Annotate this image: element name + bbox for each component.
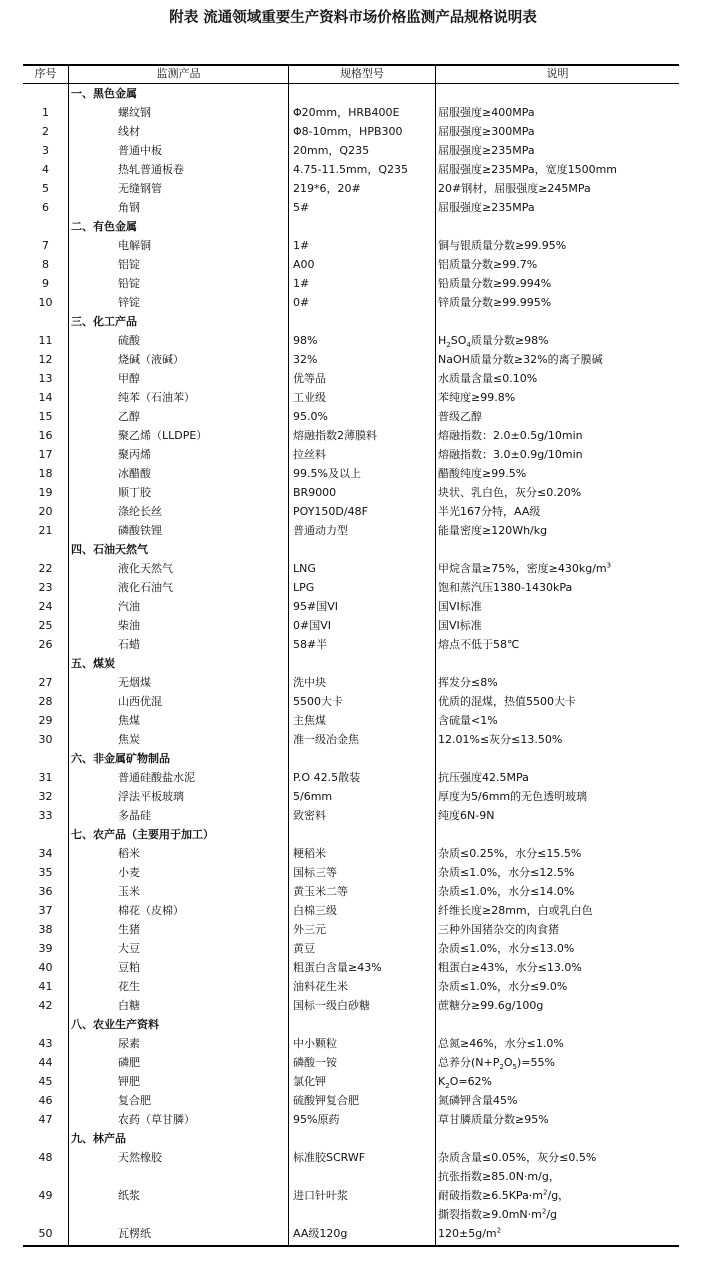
superscript: 3 [606,561,612,570]
description-text: 纤维长度≥28mm，白或乳白色 [438,904,593,917]
spec-model: 白棉三级 [293,904,337,917]
row-number: 18 [38,467,53,480]
spec-description [438,578,572,597]
spec-description [438,198,535,217]
row-number: 13 [38,372,53,385]
description-text: 厚度为5/6mm的无色透明玻璃 [438,790,588,803]
row-number: 9 [42,277,49,290]
row-number: 4 [42,163,49,176]
row-number: 16 [38,429,53,442]
product-name: 稻米 [118,847,140,860]
row-number: 19 [38,486,53,499]
row-number: 40 [38,961,53,974]
product-name: 锌锭 [118,296,140,309]
row-number: 35 [38,866,53,879]
spec-model: 国标三等 [293,866,337,879]
spec-description [438,445,583,464]
spec-model: 标准胶SCRWF [293,1151,366,1164]
spec-description [438,939,574,958]
header-seq: 序号 [34,67,57,80]
spec-description [438,1091,517,1110]
spec-model: 粳稻米 [293,847,326,860]
description-text: 屈服强度≥235MPa [438,201,535,214]
description-text: 块状、乳白色，灰分≤0.20% [438,486,582,499]
row-number: 29 [38,714,53,727]
spec-model: 硫酸钾复合肥 [293,1094,359,1107]
spec-model: 32% [293,353,318,366]
product-name: 无缝钢管 [118,182,162,195]
description-text: 屈服强度≥235MPa [438,144,535,157]
description-text: 抗张指数≥85.0N·m/g， [438,1170,560,1183]
spec-model: Φ20mm，HRB400E [293,106,400,119]
section-heading: 七、农产品（主要用于加工） [71,828,214,841]
row-number: 22 [38,562,53,575]
product-name: 天然橡胶 [118,1151,162,1164]
row-number: 2 [42,125,49,138]
spec-model: 95%原药 [293,1113,340,1126]
product-name: 液化天然气 [118,562,173,575]
spec-description [438,597,482,616]
product-name: 普通中板 [118,144,162,157]
product-name: 白糖 [118,999,140,1012]
description-text: O [503,1056,513,1069]
description-text: 撕裂指数≥9.0mN·m [438,1208,542,1221]
spec-model: 219*6，20# [293,182,361,195]
spec-description-line [438,1186,569,1205]
spec-description [438,1053,555,1072]
row-number: 31 [38,771,53,784]
spec-description [438,122,535,141]
row-number: 45 [38,1075,53,1088]
product-name: 纯苯（石油苯） [118,391,195,404]
row-number: 12 [38,353,53,366]
superscript: 2 [541,1207,547,1216]
product-name: 磷酸铁锂 [118,524,162,537]
description-text: NaOH质量分数≥32%的离子膜碱 [438,353,603,366]
spec-model: A00 [293,258,315,271]
spec-model: 5500大卡 [293,695,343,708]
description-text: 国VI标准 [438,600,482,613]
spec-description [438,863,574,882]
product-name: 线材 [118,125,140,138]
spec-model: 氯化钾 [293,1075,326,1088]
row-number: 42 [38,999,53,1012]
description-text: 屈服强度≥300MPa [438,125,535,138]
spec-model: 外三元 [293,923,326,936]
description-text: 蔗糖分≥99.6g/100g [438,999,544,1012]
product-name: 小麦 [118,866,140,879]
description-text: 杂质≤1.0%，水分≤14.0% [438,885,575,898]
spec-model: 主焦煤 [293,714,326,727]
product-name: 铝锭 [118,258,140,271]
product-name: 乙醇 [118,410,140,423]
row-number: 6 [42,201,49,214]
spec-description [438,882,574,901]
row-number: 20 [38,505,53,518]
description-text: 能量密度≥120Wh/kg [438,524,548,537]
spec-model: 工业级 [293,391,326,404]
description-text: 醋酸纯度≥99.5% [438,467,527,480]
product-name: 顺丁胶 [118,486,151,499]
section-heading: 六、非金属矿物制品 [71,752,170,765]
description-text: H [438,334,447,347]
row-number: 26 [38,638,53,651]
spec-model: 99.5%及以上 [293,467,361,480]
spec-model: 熔融指数2薄膜料 [293,429,377,442]
product-name: 石蜡 [118,638,140,651]
description-text: 熔融指数：2.0±0.5g/10min [438,429,583,442]
description-text: 杂质含量≤0.05%，灰分≤0.5% [438,1151,597,1164]
description-text: 杂质≤1.0%，水分≤13.0% [438,942,575,955]
row-number: 28 [38,695,53,708]
spec-description [438,141,535,160]
description-text: 优质的混煤，热值5500大卡 [438,695,576,708]
spec-description [438,1167,560,1186]
table-rule [23,1245,679,1247]
description-text: 杂质≤0.25%，水分≤15.5% [438,847,582,860]
row-number: 38 [38,923,53,936]
spec-model: Φ8-10mm，HPB300 [293,125,403,138]
row-number: 7 [42,239,49,252]
section-heading: 二、有色金属 [71,220,137,233]
product-name: 液化石油气 [118,581,173,594]
page-title: 附表 流通领域重要生产资料市场价格监测产品规格说明表 [169,9,537,26]
row-number: 30 [38,733,53,746]
description-text: 铜与银质量分数≥99.95% [438,239,567,252]
product-name: 汽油 [118,600,140,613]
product-name: 角钢 [118,201,140,214]
product-name: 硫酸 [118,334,140,347]
spec-description [438,369,537,388]
spec-model: 98% [293,334,318,347]
spec-model: 进口针叶浆 [293,1189,348,1202]
row-number: 50 [38,1227,53,1240]
spec-model: 优等品 [293,372,326,385]
spec-description [438,1072,492,1091]
spec-description [438,559,611,578]
spec-model: 5# [293,201,310,214]
description-text: 国VI标准 [438,619,482,632]
description-text: 苯纯度≥99.8% [438,391,516,404]
row-number: 47 [38,1113,53,1126]
row-number: 37 [38,904,53,917]
spec-model: 1# [293,277,310,290]
spec-model: 黄玉米二等 [293,885,348,898]
product-name: 无烟煤 [118,676,151,689]
spec-model: 95.0% [293,410,328,423]
row-number: 32 [38,790,53,803]
spec-description [438,350,603,369]
spec-description [438,673,498,692]
spec-description [438,236,566,255]
subscript: 2 [446,341,451,350]
product-name: 柴油 [118,619,140,632]
spec-model: 95#国VI [293,600,338,613]
column-divider [68,64,69,1245]
product-name: 电解铜 [118,239,151,252]
product-name: 尿素 [118,1037,140,1050]
spec-model: 20mm，Q235 [293,144,370,157]
section-heading: 一、黑色金属 [71,87,137,100]
product-name: 钾肥 [118,1075,140,1088]
spec-description [438,920,559,939]
spec-model: 拉丝料 [293,448,326,461]
description-text: 粗蛋白≥43%，水分≤13.0% [438,961,582,974]
row-number: 25 [38,619,53,632]
spec-description-line [438,1205,557,1224]
product-name: 多晶硅 [118,809,151,822]
spec-model: 磷酸一铵 [293,1056,337,1069]
spec-description [438,426,583,445]
description-text: 总氮≥46%，水分≤1.0% [438,1037,564,1050]
row-number: 15 [38,410,53,423]
description-text: K [438,1075,446,1088]
row-number: 5 [42,182,49,195]
spec-description [438,407,482,426]
description-text: 铝质量分数≥99.7% [438,258,538,271]
section-heading: 九、林产品 [71,1132,126,1145]
row-number: 23 [38,581,53,594]
spec-description [438,711,498,730]
subscript: 4 [466,341,471,350]
row-number: 48 [38,1151,53,1164]
spec-model: 5/6mm [293,790,333,803]
description-text: 120±5g/m [438,1227,497,1240]
row-number: 41 [38,980,53,993]
section-heading: 三、化工产品 [71,315,137,328]
description-text: 三种外国猪杂交的肉食猪 [438,923,559,936]
description-text: 杂质≤1.0%，水分≤12.5% [438,866,575,879]
spec-description [438,1148,596,1167]
row-number: 43 [38,1037,53,1050]
row-number: 49 [38,1189,53,1202]
product-name: 豆粕 [118,961,140,974]
product-name: 棉花（皮棉） [118,904,184,917]
row-number: 24 [38,600,53,613]
spec-model: 国标一级白砂糖 [293,999,370,1012]
product-name: 农药（草甘膦） [118,1113,195,1126]
row-number: 21 [38,524,53,537]
spec-description [438,1224,501,1243]
spec-description [438,958,582,977]
product-name: 浮法平板玻璃 [118,790,184,803]
subscript: 5 [512,1063,517,1072]
header-spec: 规格型号 [340,67,384,80]
spec-model: LPG [293,581,315,594]
row-number: 17 [38,448,53,461]
description-text: )=55% [516,1056,555,1069]
spec-description [438,388,515,407]
product-name: 生猪 [118,923,140,936]
spec-model: 油料花生米 [293,980,348,993]
description-text: 锌质量分数≥99.995% [438,296,552,309]
spec-model: 0#国VI [293,619,331,632]
spec-description [438,635,519,654]
spec-description [438,692,576,711]
product-name: 大豆 [118,942,140,955]
spec-description [438,274,551,293]
row-number: 36 [38,885,53,898]
spec-model: BR9000 [293,486,337,499]
description-text: 20#钢材，屈服强度≥245MPa [438,182,591,195]
description-text: 氮磷钾含量45% [438,1094,518,1107]
spec-description [438,521,547,540]
product-name: 磷肥 [118,1056,140,1069]
superscript: 2 [543,1188,548,1197]
description-text: 质量分数≥98% [470,334,549,347]
row-number: 11 [38,334,53,347]
product-name: 焦炭 [118,733,140,746]
product-name: 瓦楞纸 [118,1227,151,1240]
description-text: /g， [547,1189,570,1202]
description-text: 水质量含量≤0.10% [438,372,538,385]
spec-description [438,996,543,1015]
row-number: 10 [38,296,53,309]
description-text: /g [546,1208,558,1221]
spec-description [438,103,535,122]
product-name: 聚乙烯（LLDPE） [118,429,208,442]
spec-description [438,331,549,350]
spec-model: 致密料 [293,809,326,822]
spec-model: 58#半 [293,638,328,651]
spec-model: AA级120g [293,1227,348,1240]
header-product: 监测产品 [156,67,201,80]
product-name: 复合肥 [118,1094,151,1107]
description-text: 普级乙醇 [438,410,482,423]
spec-model: P.O 42.5散装 [293,771,361,784]
product-name: 甲醇 [118,372,140,385]
description-text: 熔融指数：3.0±0.9g/10min [438,448,583,461]
spec-model: 0# [293,296,310,309]
product-name: 冰醋酸 [118,467,151,480]
spec-model: 洗中块 [293,676,326,689]
product-name: 烧碱（液碱） [118,353,184,366]
description-text: 纯度6N-9N [438,809,495,822]
header-desc: 说明 [546,67,569,80]
product-name: 花生 [118,980,140,993]
description-text: 铅质量分数≥99.994% [438,277,552,290]
spec-description [438,1110,549,1129]
spec-model: POY150D/48F [293,505,368,518]
spec-description [438,483,581,502]
product-name: 涤纶长丝 [118,505,162,518]
row-number: 44 [38,1056,53,1069]
table-rule [23,83,679,84]
description-text: 草甘膦质量分数≥95% [438,1113,549,1126]
row-number: 39 [38,942,53,955]
product-name: 聚丙烯 [118,448,151,461]
spec-description [438,901,593,920]
row-number: 27 [38,676,53,689]
spec-description [438,787,587,806]
superscript: 2 [496,1226,502,1235]
spec-model: 黄豆 [293,942,315,955]
row-number: 46 [38,1094,53,1107]
description-text: 12.01%≤灰分≤13.50% [438,733,563,746]
spec-description [438,255,537,274]
spec-model: 准一级冶金焦 [293,733,359,746]
spec-description [438,768,529,787]
row-number: 34 [38,847,53,860]
description-text: 挥发分≤8% [438,676,498,689]
spec-description [438,160,617,179]
spec-description [438,730,562,749]
spec-model: LNG [293,562,316,575]
product-name: 螺纹钢 [118,106,151,119]
spec-description [438,616,482,635]
description-text: O=62% [449,1075,493,1088]
spec-description [438,806,494,825]
product-name: 铅锭 [118,277,140,290]
section-heading: 四、石油天然气 [71,543,148,556]
product-name: 玉米 [118,885,140,898]
spec-description [438,179,591,198]
row-number: 33 [38,809,53,822]
description-text: 半光167分特，AA级 [438,505,541,518]
row-number: 8 [42,258,49,271]
product-name: 普通硅酸盐水泥 [118,771,195,784]
subscript: 2 [499,1063,504,1072]
description-text: 甲烷含量≥75%，密度≥430kg/m [438,562,607,575]
row-number: 1 [42,106,49,119]
section-heading: 八、农业生产资料 [71,1018,159,1031]
spec-description [438,502,540,521]
spec-description [438,977,567,996]
spec-model: 1# [293,239,310,252]
product-name: 山西优混 [118,695,162,708]
subscript: 2 [445,1082,450,1091]
column-divider [435,64,436,1245]
description-text: 饱和蒸汽压1380-1430kPa [438,581,573,594]
table-rule [23,64,679,66]
spec-model: 4.75-11.5mm，Q235 [293,163,409,176]
description-text: 屈服强度≥400MPa [438,106,535,119]
row-number: 3 [42,144,49,157]
description-text: 含硫量<1% [438,714,498,727]
section-heading: 五、煤炭 [71,657,115,670]
description-text: 屈服强度≥235MPa，宽度1500mm [438,163,618,176]
spec-description [438,1034,564,1053]
description-text: 熔点不低于58℃ [438,638,520,651]
description-text: 总养分(N+P [438,1056,500,1069]
product-name: 焦煤 [118,714,140,727]
spec-model: 中小颗粒 [293,1037,337,1050]
description-text: 抗压强度42.5MPa [438,771,529,784]
spec-description [438,464,526,483]
product-name: 纸浆 [118,1189,140,1202]
spec-description [438,293,551,312]
row-number: 14 [38,391,53,404]
column-divider [288,64,289,1245]
spec-model: 粗蛋白含量≥43% [293,961,382,974]
description-text: SO [450,334,467,347]
description-text: 耐破指数≥6.5KPa·m [438,1189,544,1202]
product-name: 热轧普通板卷 [118,163,184,176]
description-text: 杂质≤1.0%，水分≤9.0% [438,980,568,993]
spec-model: 普通动力型 [293,524,348,537]
spec-description [438,844,581,863]
